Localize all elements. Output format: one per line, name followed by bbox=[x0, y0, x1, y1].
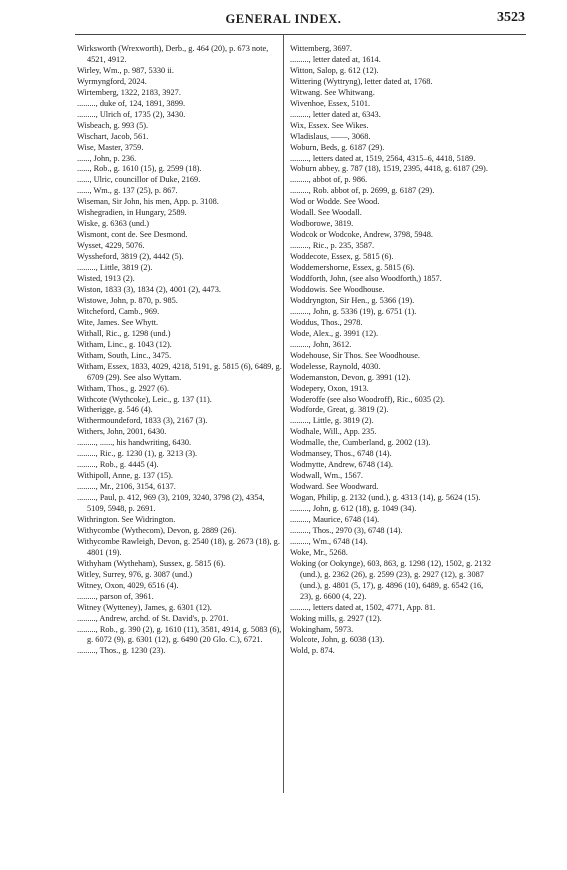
index-entry: ........., Thos., 2970 (3), 6748 (14). bbox=[290, 525, 403, 535]
index-entry: Wistowe, John, p. 870, p. 985. bbox=[77, 295, 178, 305]
index-entry: ......, Ulric, councillor of Duke, 2169. bbox=[77, 175, 201, 185]
index-entry: Witherigge, g. 546 (4). bbox=[77, 405, 153, 415]
index-entry: ........., John, g. 5336 (19), g. 6751 (1). bbox=[290, 306, 417, 316]
index-entry: ........., letters dated at, 1519, 2564, 4315–6, 4418, 5189. bbox=[290, 153, 476, 163]
index-entry: ........., abbot of, p. 986. bbox=[290, 175, 368, 185]
index-column-right bbox=[290, 44, 498, 657]
index-entry: Wite, James. See Whytt. bbox=[77, 317, 159, 327]
index-entry: Wiston, 1833 (3), 1834 (2), 4001 (2), 4473. bbox=[77, 284, 221, 294]
index-entry: Wyrmyngford, 2024. bbox=[77, 76, 147, 86]
index-entry: Woke, Mr., 5268. bbox=[290, 547, 348, 557]
index-entry: Witton, Salop, g. 612 (12). bbox=[290, 65, 379, 75]
index-entry: Woddecote, Essex, g. 5815 (6). bbox=[290, 252, 394, 262]
index-entry: Withermoundeford, 1833 (3), 2167 (3). bbox=[77, 416, 208, 426]
index-entry: Wogan, Philip, g. 2132 (und.), g. 4313 (14), g. 5624 (15). bbox=[290, 493, 481, 503]
index-entry: ........., Ulrich of, 1735 (2), 3430. bbox=[77, 109, 186, 119]
index-entry: Wodforde, Great, g. 3819 (2). bbox=[290, 405, 389, 415]
page-number: 3523 bbox=[497, 10, 525, 25]
index-entry: Wiseman, Sir John, his men, App. p. 3108. bbox=[77, 197, 219, 207]
index-entry: ........., John, g. 612 (18), g. 1049 (34). bbox=[290, 504, 417, 514]
page-header bbox=[0, 0, 567, 36]
index-entry: Wodall. See Woodall. bbox=[290, 208, 362, 218]
index-entry: Wodmansey, Thos., 6748 (14). bbox=[290, 449, 392, 459]
index-entry: Woking mills, g. 2927 (12). bbox=[290, 613, 382, 623]
index-entry: Wiske, g. 6363 (und.) bbox=[77, 219, 150, 229]
index-entry: Wirley, Wm., p. 987, 5330 ii. bbox=[77, 65, 174, 75]
index-entry: Wivenhoe, Essex, 5101. bbox=[290, 98, 371, 108]
index-entry: Wodemanston, Devon, g. 3991 (12). bbox=[290, 372, 411, 382]
index-entry: Withycombe Rawleigh, Devon, g. 2540 (18), g. 2673 (18), g. 4801 (19). bbox=[77, 536, 280, 557]
index-entry: Wysset, 4229, 5076. bbox=[77, 241, 145, 251]
index-entry: ......, Wm., g. 137 (25), p. 867. bbox=[77, 186, 178, 196]
index-entry: Wirtemberg, 1322, 2183, 3927. bbox=[77, 87, 181, 97]
header-rule bbox=[75, 34, 526, 35]
index-entry: Withycombe (Wythecom), Devon, g. 2889 (26). bbox=[77, 525, 237, 535]
index-entry: Wismont, cont de. See Desmond. bbox=[77, 230, 188, 240]
index-entry: Wold, p. 874. bbox=[290, 646, 335, 656]
index-entry: Witham, South, Linc., 3475. bbox=[77, 350, 172, 360]
index-entry: ........., Ric., p. 235, 3587. bbox=[290, 241, 375, 251]
index-entry: Witham, Thos., g. 2927 (6). bbox=[77, 383, 169, 393]
index-entry: Wischart, Jacob, 561. bbox=[77, 131, 149, 141]
index-entry: Wode, Alex., g. 3991 (12). bbox=[290, 328, 379, 338]
index-entry: ........., letters dated at, 1502, 4771, App. 81. bbox=[290, 602, 436, 612]
index-entry: Woderoffe (see also Woodroff), Ric., 6035 (2). bbox=[290, 394, 445, 404]
index-entry: Wodborowe, 3819. bbox=[290, 219, 354, 229]
index-entry: Witcheford, Camb., 969. bbox=[77, 306, 160, 316]
index-entry: ........., John, 3612. bbox=[290, 339, 352, 349]
index-entry: Wisbeach, g. 993 (5). bbox=[77, 120, 149, 130]
index-entry: Wittering (Wyttryng), letter dated at, 1768. bbox=[290, 76, 433, 86]
index-entry: ........., Mr., 2106, 3154, 6137. bbox=[77, 482, 176, 492]
index-entry: Woddus, Thos., 2978. bbox=[290, 317, 363, 327]
index-entry: ........., parson of, 3961. bbox=[77, 591, 154, 601]
index-entry: Wodward. See Woodward. bbox=[290, 482, 379, 492]
index-entry: Wodehouse, Sir Thos. See Woodhouse. bbox=[290, 350, 420, 360]
index-entry: Witwang. See Whitwang. bbox=[290, 87, 375, 97]
index-entry: Wodepery, Oxon, 1913. bbox=[290, 383, 369, 393]
index-entry: Withipoll, Anne, g. 137 (15). bbox=[77, 471, 173, 481]
index-entry: Wisted, 1913 (2). bbox=[77, 274, 135, 284]
index-entry: Wodmytte, Andrew, 6748 (14). bbox=[290, 460, 393, 470]
index-entry: Wokingham, 5973. bbox=[290, 624, 354, 634]
index-entry: Withcote (Wythcoke), Leic., g. 137 (11). bbox=[77, 394, 212, 404]
index-entry: Wodwall, Wm., 1567. bbox=[290, 471, 363, 481]
index-entry: Wodelesse, Raynold, 4030. bbox=[290, 361, 381, 371]
index-entry: Woking (or Ookynge), 603, 863, g. 1298 (12), 1502, g. 2132 (und.), g. 2362 (26), g. 2599 (23), g. 2927 (12), g. 3087 (und.), g. 4801 (5, 17), g. 4896 (10), 6489, g. 6542 (16, 23), g. 6600 (4, 22). bbox=[290, 558, 491, 601]
index-entry: Wladislaus, ——, 3068. bbox=[290, 131, 371, 141]
index-column-left bbox=[77, 44, 282, 657]
index-entry: ........., Rob., g. 4445 (4). bbox=[77, 460, 159, 470]
index-entry: ........., Ric., g. 1230 (1), g. 3213 (3). bbox=[77, 449, 198, 459]
index-entry: Wishegradien, in Hungary, 2589. bbox=[77, 208, 187, 218]
index-entry: Withyham (Wytheham), Sussex, g. 5815 (6). bbox=[77, 558, 226, 568]
index-entry: ........., Wm., 6748 (14). bbox=[290, 536, 368, 546]
index-entry: ........., Little, 3819 (2). bbox=[77, 263, 153, 273]
index-entry: ........., Maurice, 6748 (14). bbox=[290, 514, 380, 524]
index-entry: Witney (Wytteney), James, g. 6301 (12). bbox=[77, 602, 212, 612]
index-entry: Wod or Wodde. See Wood. bbox=[290, 197, 380, 207]
index-entry: Wise, Master, 3759. bbox=[77, 142, 144, 152]
index-entry: Wirksworth (Wrexworth), Derb., g. 464 (20), p. 673 note, 4521, 4912. bbox=[77, 44, 269, 64]
index-entry: ........., duke of, 124, 1891, 3899. bbox=[77, 98, 186, 108]
column-divider bbox=[283, 35, 284, 793]
index-entry: Woddowis. See Woodhouse. bbox=[290, 284, 385, 294]
index-entry: ........., Andrew, archd. of St. David's, p. 2701. bbox=[77, 613, 229, 623]
index-entry: Woburn abbey, g. 787 (18), 1519, 2395, 4418, g. 6187 (29). bbox=[290, 164, 488, 174]
index-entry: Withrington. See Widrington. bbox=[77, 514, 176, 524]
index-entry: Wodmalle, the, Cumberland, g. 2002 (13). bbox=[290, 438, 431, 448]
index-entry: ........., Thos., g. 1230 (23). bbox=[77, 646, 166, 656]
index-entry: Woddemershorne, Essex, g. 5815 (6). bbox=[290, 263, 415, 273]
index-entry: ......, Rob., g. 1610 (15), g. 2599 (18). bbox=[77, 164, 202, 174]
index-entry: ........., Little, g. 3819 (2). bbox=[290, 416, 374, 426]
index-entry: Wix, Essex. See Wikes. bbox=[290, 120, 369, 130]
index-entry: Woddryngton, Sir Hen., g. 5366 (19). bbox=[290, 295, 415, 305]
index-entry: Withers, John, 2001, 6430. bbox=[77, 427, 167, 437]
index-entry: Wodcok or Wodcoke, Andrew, 3798, 5948. bbox=[290, 230, 433, 240]
page-title: GENERAL INDEX. bbox=[225, 12, 342, 26]
index-entry: Woddforth, John, (see also Woodforth,) 1857. bbox=[290, 274, 442, 284]
index-entry: ........., letter dated at, 6343. bbox=[290, 109, 381, 119]
index-entry: ........., letter dated at, 1614. bbox=[290, 54, 381, 64]
index-entry: Wyssheford, 3819 (2), 4442 (5). bbox=[77, 252, 184, 262]
index-entry: Withall, Ric., g. 1298 (und.) bbox=[77, 328, 171, 338]
index-entry: Witley, Surrey, 976, g. 3087 (und.) bbox=[77, 569, 193, 579]
index-entry: ........., Paul, p. 412, 969 (3), 2109, 3240, 3798 (2), 4354, 5109, 5948, p. 2691. bbox=[77, 493, 265, 514]
index-entry: Witney, Oxon, 4029, 6516 (4). bbox=[77, 580, 179, 590]
index-entry: ........., Rob. abbot of, p. 2699, g. 6187 (29). bbox=[290, 186, 435, 196]
index-entry: Wittemberg, 3697. bbox=[290, 44, 352, 53]
index-entry: Witham, Linc., g. 1043 (12). bbox=[77, 339, 172, 349]
index-entry: Woburn, Beds, g. 6187 (29). bbox=[290, 142, 385, 152]
index-entry: ........., ......, his handwriting, 6430. bbox=[77, 438, 192, 448]
index-entry: Witham, Essex, 1833, 4029, 4218, 5191, g. 5815 (6), 6489, g. 6709 (29). See also Wyttam. bbox=[77, 361, 282, 382]
index-entry: ........., Rob., g. 390 (2), g. 1610 (11), 3581, 4914, g. 5083 (6), g. 6072 (9), g. 6301 (12), g. 6490 (20 Glo. C.), 6721. bbox=[77, 624, 282, 645]
index-entry: Wodhale, Will., App. 235. bbox=[290, 427, 377, 437]
index-entry: Wolcote, John, g. 6038 (13). bbox=[290, 635, 385, 645]
index-entry: ......, John, p. 236. bbox=[77, 153, 137, 163]
